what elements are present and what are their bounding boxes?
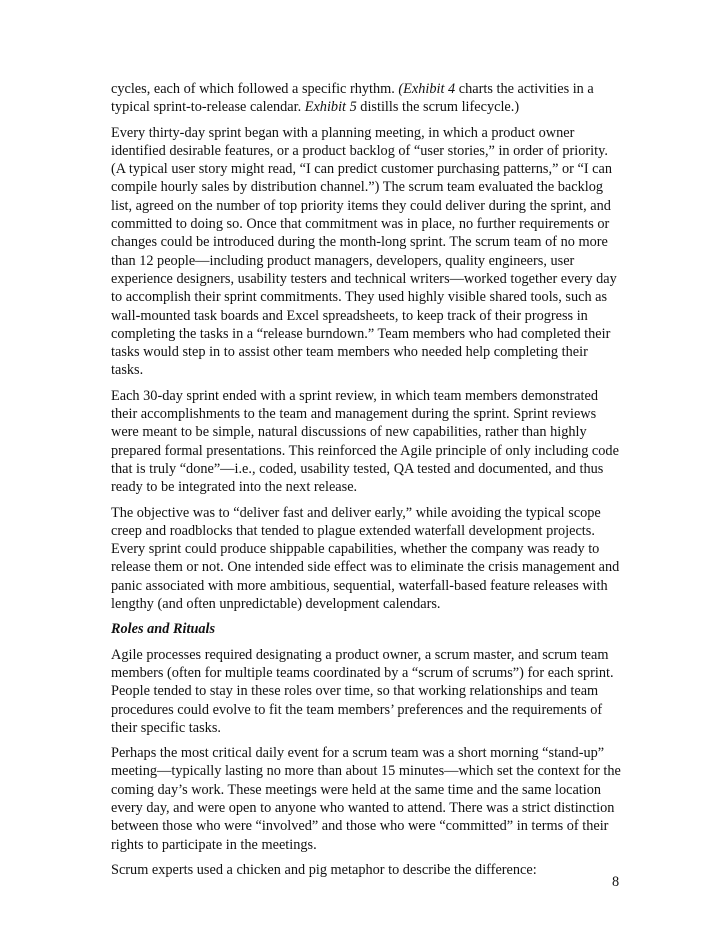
paragraph-sprint-cycles <box>111 80 621 117</box>
text-run: distills the scrum lifecycle.) <box>356 99 520 116</box>
text-run-italic: (Exhibit 4 <box>398 81 456 97</box>
paragraph-sprint-review: Each 30-day sprint ended with a sprint review, in which team members demonstrated their accomplishments to the team and management during the sprint. Sprint reviews were meant to be simple, natural discussions of new capabilities, rather than highly prepared formal presentations. This reinforced the Agile principle of only including code that is truly “done”—i.e., coded, usability tested, QA tested and documented, and thus ready to be integrated into the next release. <box>111 387 619 496</box>
text-run-italic: Exhibit 5 <box>304 99 357 116</box>
page-number: 8 <box>612 874 620 890</box>
paragraph-stand-up: Perhaps the most critical daily event for a scrum team was a short morning “stand-up” meeting—typically lasting no more than about 15 minutes—which set the context for the coming day’s work. These meetings were held at the same time and the same location every day, and were open to anyone who wanted to attend. There was a strict distinction between those who were “involved” and those who were “committed” in terms of their rights to participate in the meetings. <box>111 745 621 853</box>
paragraph-planning-meeting: Every thirty-day sprint began with a planning meeting, in which a product owner identified desirable features, or a product backlog of “user stories,” in order of priority. (A typical user story might read, “I can predict customer purchasing patterns,” or “I can compile hourly sales by distribution channel.”) The scrum team evaluated the backlog list, agreed on the number of top priority items they could deliver during the sprint, and committed to doing so. Once that commitment was in place, no further requirements or changes could be introduced during the month-long sprint. The scrum team of no more than 12 people—including product managers, developers, quality engineers, user experience designers, usability testers and technical writers—worked together every day to accomplish their sprint commitments. They used highly visible shared tools, such as wall-mounted task boards and Excel spreadsheets, to keep track of their progress in completing the tasks in a “release burndown.” Team members who had completed their tasks would step in to assist other team members who needed help completing their tasks. <box>111 124 617 379</box>
paragraph-roles: Agile processes required designating a product owner, a scrum master, and scrum team members (often for multiple teams coordinated by a “scrum of scrums”) for each sprint. People tended to stay in these roles over time, so that working relationships and team procedures could evolve to fit the team members’ preferences and the requirements of their specific tasks. <box>111 646 614 736</box>
paragraph-objective: The objective was to “deliver fast and deliver early,” while avoiding the typical scope creep and roadblocks that tended to plague extended waterfall development projects. Every sprint could produce shippable capabilities, whether the company was ready to release them or not. One intended side effect was to eliminate the crisis management and panic associated with more ambitious, sequential, waterfall-based feature releases with lengthy (and often unpredictable) development calendars. <box>111 504 620 613</box>
page-body <box>111 80 621 886</box>
text-run: cycles, each of which followed a specific rhythm. <box>111 81 399 97</box>
text-run: charts the activities in a typical sprint-to-release calendar. <box>111 81 594 116</box>
section-heading: Roles and Rituals <box>111 621 216 638</box>
paragraph-chicken-pig: Scrum experts used a chicken and pig metaphor to describe the difference: <box>111 861 537 878</box>
